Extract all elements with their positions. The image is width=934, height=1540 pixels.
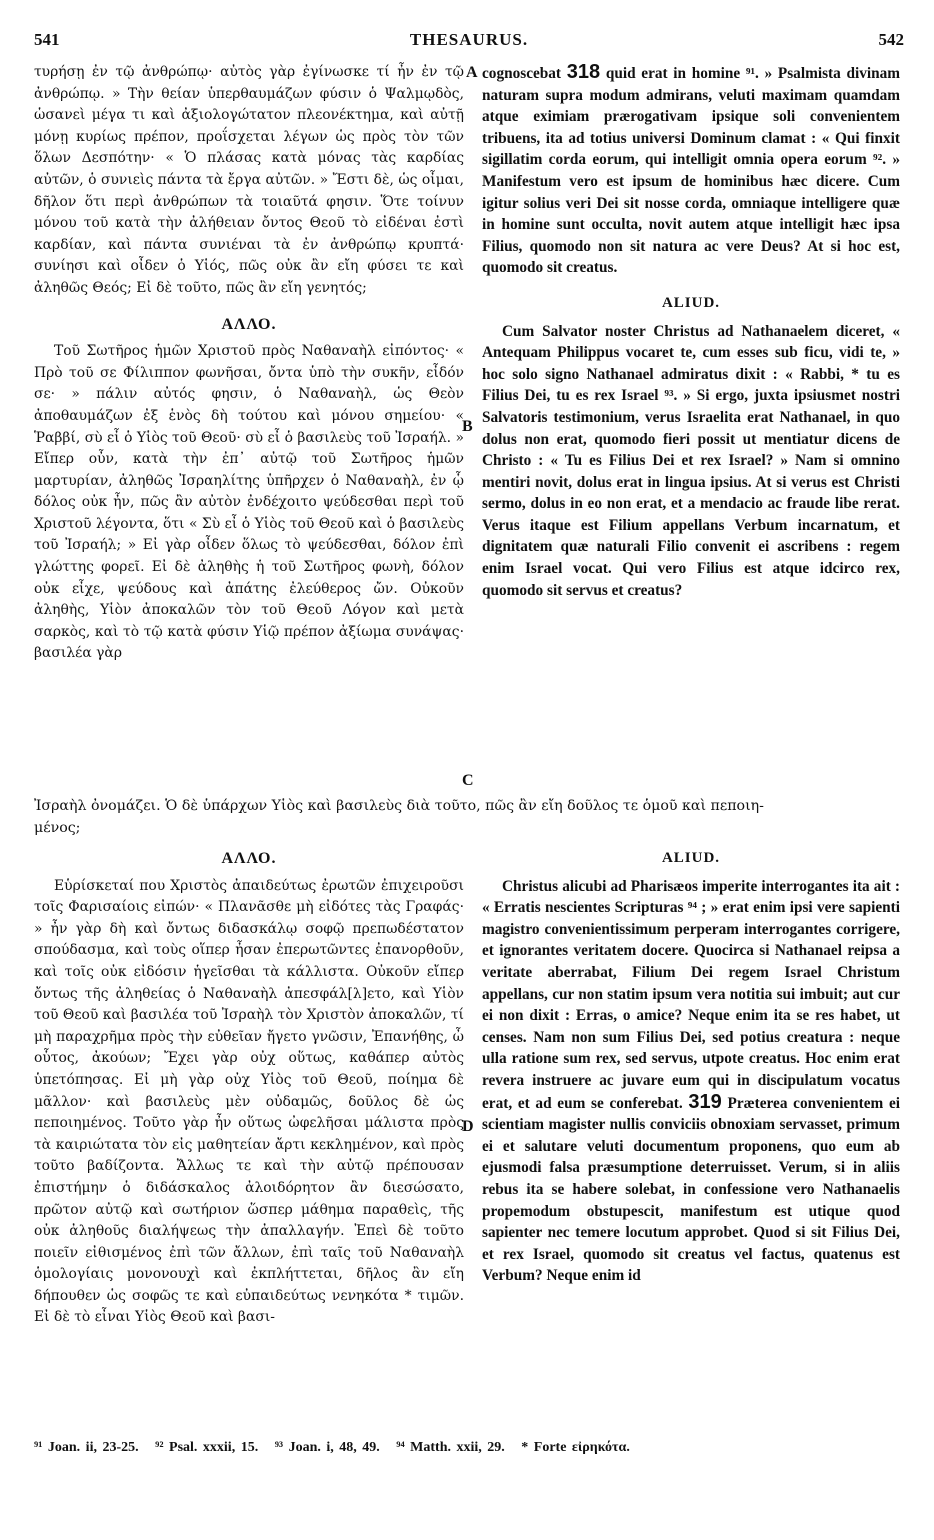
greek-cross-column-lines [34, 796, 900, 839]
column-number-319: 319 [688, 1090, 722, 1113]
margin-letter-c: C [462, 772, 474, 789]
latin-column [482, 62, 900, 601]
greek-cross-line-1: Ἰσραὴλ ὀνομάζει. Ὁ δὲ ὑπάρχων Υἱὸς καὶ βασιλεὺς διὰ τοῦτο, πῶς ἂν εἴη δοῦλος τε ὁμοῦ καὶ πεποιη- [34, 798, 764, 814]
latin-paragraph-3a: Christus alicubi ad Pharisæos imperite interrogantes ita ait : « Erratis nescientes Scripturas ⁹⁴ ; » erat enim ipsi vere sapienti magistro convenientissimum perperam interrogantes corrigere, et ignorantes veritatem docere. Quocirca si Nathanael reipsa a veritate aberrabat, Filium Dei regem Israel Christum appellans, cur non statim ipsum vera notitia sui imbuit; aut cur ei non dixit : Erras, o amice? Neque enim ita se res habet, ut censes. Nam non sum Filius Dei, sed potius creatura : neque ulla ratione sum rex, sed servus, utpote creatus. Hoc enim erat revera instruere ac juvare eum qui in discipulatum vocatus erat, et ad eum se conferebat. [482, 877, 900, 1112]
right-page-number: 542 [878, 30, 904, 49]
latin-paragraph-2: Cum Salvator noster Christus ad Nathanaelem diceret, « Antequam Philippus vocaret te, cum esses sub ficu, vidi te, » hoc solo signo Nathanael admiratus dixit : « Rabbi, * tu es Filius Dei, tu es rex Israel ⁹³. » Si ergo, juxta ipsiusmet nostri Salvatoris testimonium, verus Israelita erat Nathanael, in quo dolus non erat, quomodo fieri possit ut mentiatur dicens de Christo : « Tu es Filius Dei et rex Israel? » Nam si omnino mentiri novit, dolus erat in lingua ipsius. At si verus est Christi sermo, dolus in eo non erat, et a mendacio ac fraude libe rerat. Verus itaque est Filium appellans Verbum incarnatum, et dignitatem quæ naturali Filio convenit ei ascribens : regem enim Israel vocat. Qui vero Filius est atque idcirco rex, quomodo sit servus et creatus? [482, 322, 900, 599]
page-header [34, 30, 904, 56]
latin-paragraph-1b: quid erat in homine ⁹¹. » Psalmista divinam naturam supra modum admirans, veluti maximam quamdam atque eximiam prærogativam ipsique soli convenientem tribuens, ita ad totius universi Dominum clamat : « Qui finxit sigillatim corda eorum, qui intelligit omnia opera eorum ⁹². » Manifestum vero est ipsum de hominibus hæc dicere. Cum igitur solius veri Dei sit nosse corda, omniaque intelligere quæ in homine sunt occulta, novit autem atque intelligit hæc ipsa Filius, quomodo non sit natura ac vere Deus? At si hoc est, quomodo sit creatus. [482, 65, 901, 277]
greek-section-title-3: ΑΛΛΟ. [221, 850, 277, 867]
running-title: THESAURUS. [409, 30, 529, 49]
greek-paragraph-2: Τοῦ Σωτῆρος ἡμῶν Χριστοῦ πρὸς Ναθαναὴλ εἰπόντος· « Πρὸ τοῦ σε Φίλιππον φωνῆσαι, ὄντα ὑπὸ τὴν συκῆν, εἶδόν σε· » πάλιν αὐτός φησιν, ὁ Ναθαναὴλ, ὡς Θεὸν ἀποθαυμάζων ἐξ ἑνὸς δὴ τούτου καὶ μόνου σημείου· « Ῥαββί, σὺ εἶ ὁ Υἱὸς τοῦ Θεοῦ· σὺ εἶ ὁ βασιλεὺς τοῦ Ἰσραήλ. » Εἴπερ οὖν, κατὰ τὴν ἐπ᾽ αὐτῷ τοῦ Σωτῆρος ἡμῶν μαρτυρίαν, ἀληθῶς Ἰσραηλίτης ὑπῆρχεν ὁ Ναθαναὴλ, ἐν ᾧ δόλος οὐκ ἦν, πῶς ἂν αὐτὸν ἐνδέχοιτο ψεύδεσθαι περὶ τοῦ Χριστοῦ λέγοντα, ὅτι « Σὺ εἶ ὁ Υἱὸς τοῦ Θεοῦ καὶ ὁ βασιλεὺς τοῦ Ἰσραήλ; » Εἰ γὰρ οἶδεν ὅλως τὸ ψεύδεσθαι, δόλον ἐπὶ γλώττης φορεῖ. Εἰ δὲ ἀληθὴς ἡ τοῦ Σωτῆρος φωνὴ, δόλον οὐκ εἶχε, ψεύδους καὶ ἀπάτης ἐλεύθερος ὤν. Οὐκοῦν ἀληθὴς, Υἱὸν ἀποκαλῶν τὸν τοῦ Θεοῦ Λόγον καὶ μετὰ σαρκὸς, καὶ τὸ τῷ κατὰ φύσιν Υἱῷ πρέπον ἀξίωμα συνάψας· βασιλέα γὰρ [34, 343, 464, 662]
latin-paragraph-1a: cognoscebat [482, 65, 562, 82]
margin-letter-a: A [466, 64, 478, 81]
margin-letter-d: D [462, 1118, 474, 1135]
latin-section-title-3: ALIUD. [661, 850, 721, 866]
greek-paragraph-3: Εὑρίσκεταί που Χριστὸς ἀπαιδεύτως ἐρωτῶν ἐπιχειροῦσι τοῖς Φαρισαίοις εἰπών· « Πλανᾶσθε μὴ εἰδότες τὰς Γραφάς· » ἦν γὰρ δὴ καὶ ὄντως διδασκάλῳ σοφῷ πρεπωδέστατον σπούδασμα, καὶ τοὺς οἵπερ ἦσαν ἐπερωτῶντες ἐπανορθοῦν, καὶ τοῖς οὐκ εἰδόσιν ἡγεῖσθαι τὰ κάλλιστα. Οὐκοῦν εἴπερ ὄντως τῆς ἀληθείας ὁ Ναθαναὴλ ἀπεσφάλ[λ]ετο, καὶ Υἱὸν τοῦ Θεοῦ καὶ βασιλέα τοῦ Ἰσραὴλ τὸν Χριστὸν ἀποκαλῶν, τί μὴ παραχρῆμα πρὸς τὴν εὐθεῖαν ἤγετο γνῶσιν, Ἐπανήθης, ὦ οὗτος, ἀκούων; Ἔχει γὰρ οὐχ οὕτως, καθάπερ αὐτὸς ὑπετόπησας. Εἰ μὴ γὰρ οὐχ Υἱὸς τοῦ Θεοῦ, ποίημα δὲ μᾶλλον· καὶ βασιλεὺς μὲν οὐδαμῶς, δοῦλος δὲ ὡς πεποιημένος. Τοῦτο γὰρ ἦν οὕτως ὠφελῆσαι μάλιστα πρὸς τὰ καιριώτατα τὸν εἰς μαθητείαν ἄρτι κεκλημένον, καὶ πρὸς τοῦτο βαδίζοντα. Ἄλλως τε καὶ τὴν αὐτῷ πρέπουσαν ἐπιστήμην ὁ διδάσκαλος ἀλοιδόρητον ἂν διεσώσατο, πρῶτον αὐτῷ καὶ σωτήριον ὥσπερ μάθημα παραθεὶς, τῆς οὐκ ἀληθοῦς διαλήψεως τὴν ἀπαλλαγήν. Ἐπεὶ δὲ τοῦτο ποιεῖν εἰθισμένος ἐπὶ τῶν ἄλλων, ἐπὶ ταῖς τοῦ Ναθαναὴλ ὁμολογίαις μονονουχὶ καὶ ἐκπλήττεται, δῆλος ἂν εἴη δήπουθεν ὡς σοφῶς τε καὶ εὐπαιδεύτως νενηκότα * τιμῶν. Εἰ δὲ τὸ εἶναι Υἱὸς Θεοῦ καὶ βασι- [34, 877, 464, 1326]
greek-paragraph-1: τυρήσῃ ἐν τῷ ἀνθρώπῳ· αὐτὸς γὰρ ἐγίνωσκε τί ἦν ἐν τῷ ἀνθρώπῳ. » Τὴν θείαν ὑπερθαυμάζων φύσιν ὁ Ψαλμῳδὸς, ὡσανεὶ μέγα τι καὶ ἀξιολογώτατον πλεονέκτημα, καὶ αὐτῇ μόνῃ κυρίως πρέπον, προΐσχεται λέγων ὡς πρὸς τὸν τῶν ὅλων Δεσπότην· « Ὁ πλάσας κατὰ μόνας τὰς καρδίας αὐτῶν, ὁ συνιεὶς πάντα τὰ ἔργα αὐτῶν. » Ἔστι δὲ, ὡς οἶμαι, δῆλον ὅτι περὶ ἀνθρώπων τὰ τοιαῦτά φησιν. Ὅτε τοίνυν μόνου τοῦ κατὰ τὴν ἀλήθειαν ὄντος Θεοῦ τὸ εἰδέναι ἐστὶ καρδίαν, καὶ πάντα συνιέναι τὰ ἐν ἀνθρώπῳ κρυπτά· συνίησι καὶ οἶδεν ὁ Υἱός, πῶς οὐκ ἂν εἴη φύσει τε καὶ ἀληθῶς Θεός; Εἰ δὲ τοῦτο, πῶς ἂν εἴη γενητός; [34, 64, 464, 296]
footnote-94: ⁹⁴ Matth. xxii, 29. [396, 1440, 505, 1455]
footnote-91: ⁹¹ Joan. ii, 23-25. [34, 1440, 139, 1455]
latin-paragraph-3 [482, 876, 900, 1287]
latin-paragraph-1 [482, 62, 900, 279]
left-page-number: 541 [34, 30, 60, 49]
footnote-93: ⁹³ Joan. i, 48, 49. [274, 1440, 380, 1455]
column-number-318: 318 [566, 61, 601, 83]
footnote-92: ⁹² Psal. xxxii, 15. [155, 1440, 259, 1455]
latin-column-lower [482, 848, 900, 1287]
greek-section-title-2: ΑΛΛΟ. [221, 315, 277, 333]
footnote-star: * Forte εἰρηκότα. [521, 1440, 630, 1455]
latin-section-title-2: ALIUD. [661, 294, 721, 311]
greek-column-lower [34, 848, 464, 1329]
greek-column [34, 62, 464, 665]
footnotes [34, 1440, 904, 1456]
greek-cross-line-2: μένος; [34, 819, 81, 836]
latin-paragraph-3b: Præterea convenientem ei scientiam magister nullis conviciis obnoxiam servasset, primum ei et salutare veluti documentum proponens, quo eum ab ejusmodi falsa præsumptione deterruisset. Verum, si in aliis rebus ita se habere solebat, in confessione vero Nathanaelis propemodum obstupescit, manifestum est utique quod sapienter nec temere locutum approbet. Quod si sit Filius Dei, et rex Israel, quomodo sit creatus vel factus, quatenus est Verbum? Neque enim id [482, 1094, 900, 1285]
margin-letter-b: B [462, 418, 473, 435]
